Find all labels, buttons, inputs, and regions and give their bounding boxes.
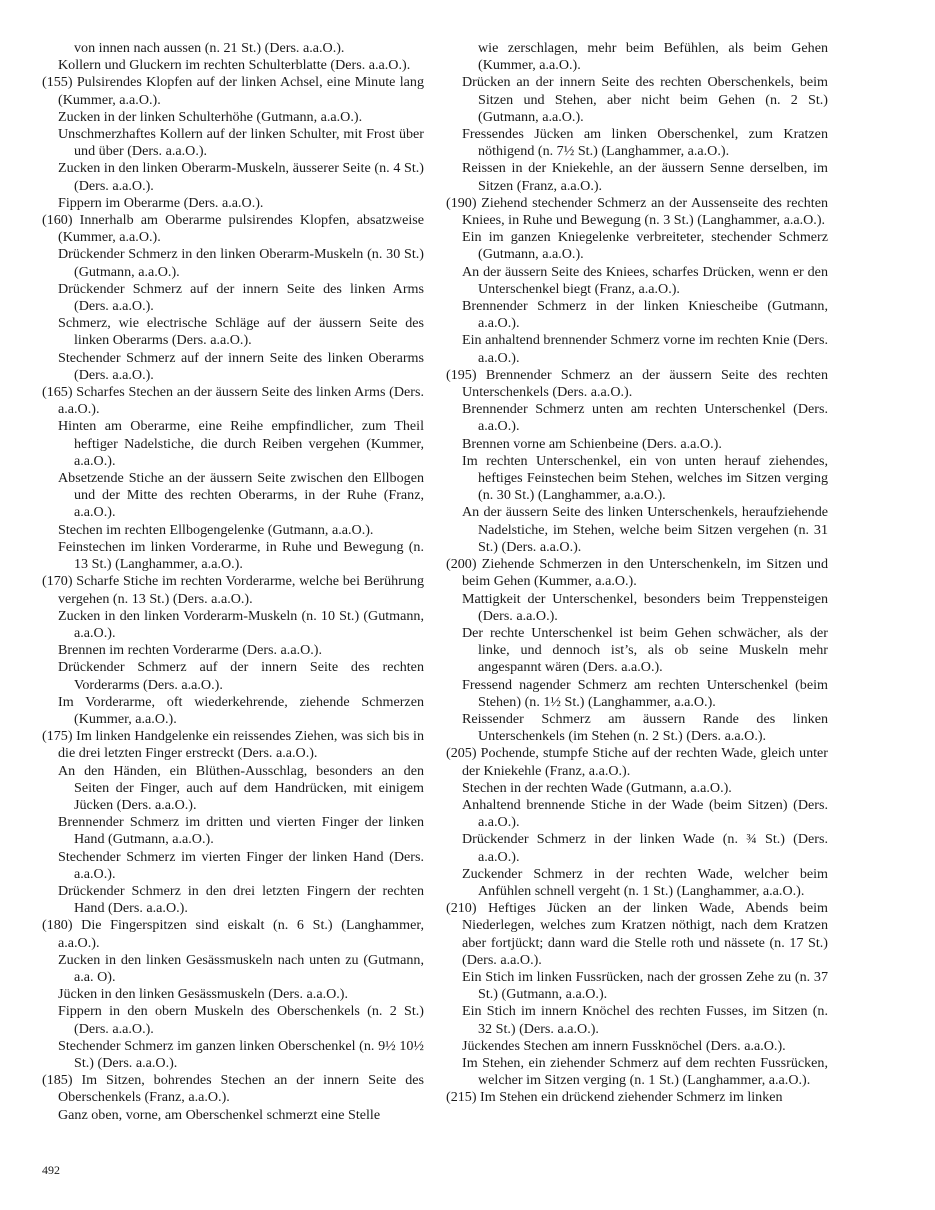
symptom-entry: Fippern in den obern Muskeln des Oberschenkels (n. 2 St.) (Ders. a.a.O.). [58, 1003, 424, 1037]
numbered-symptom-entry: (200) Ziehende Schmerzen in den Unterschenkeln, im Sitzen und beim Gehen (Kummer, a.a.O.). [446, 556, 828, 590]
symptom-entry: Feinstechen im linken Vorderarme, in Ruhe und Bewegung (n. 13 St.) (Langhammer, a.a.O.). [58, 538, 424, 573]
symptom-entry: Brennender Schmerz in der linken Kniescheibe (Gutmann, a.a.O.). [462, 298, 828, 332]
numbered-symptom-entry: (195) Brennender Schmerz an der äussern Seite des rechten Unterschenkels (Ders. a.a.O.). [446, 366, 828, 401]
symptom-entry: Zucken in den linken Vorderarm-Muskeln (n. 10 St.) (Gutmann, a.a.O.). [58, 607, 424, 641]
symptom-entry: Jücken in den linken Gesässmuskeln (Ders. a.a.O.). [58, 986, 349, 1003]
symptom-entry: Stechender Schmerz im vierten Finger der linken Hand (Ders. a.a.O.). [58, 848, 424, 882]
symptom-entry: Zucken in den linken Oberarm-Muskeln, äusserer Seite (n. 4 St.) (Ders. a.a.O.). [58, 160, 424, 194]
left-column [42, 40, 424, 1124]
symptom-entry: von innen nach aussen (n. 21 St.) (Ders. a.a.O.). [74, 40, 345, 56]
symptom-entry: Brennender Schmerz im dritten und vierten Finger der linken Hand (Gutmann, a.a.O.). [58, 814, 424, 848]
numbered-symptom-entry: (155) Pulsirendes Klopfen auf der linken Achsel, eine Minute lang (Kummer, a.a.O.). [42, 74, 424, 108]
symptom-entry: Drückender Schmerz in den linken Oberarm-Muskeln (n. 30 St.) (Gutmann, a.a.O.). [58, 246, 424, 280]
symptom-entry: Drückender Schmerz auf der innern Seite des rechten Vorderarms (Ders. a.a.O.). [58, 659, 424, 693]
symptom-entry: Ein anhaltend brennender Schmerz vorne im rechten Knie (Ders. a.a.O.). [462, 332, 828, 366]
symptom-entry: Im rechten Unterschenkel, ein von unten herauf ziehendes, heftiges Feinstechen beim Stehen, welches im Sitzen verging (n. 30 St.) (Langhammer, a.a.O.). [462, 452, 828, 504]
symptom-entry: Schmerz, wie electrische Schläge auf der äussern Seite des linken Oberarms (Ders. a.a.O.). [58, 315, 424, 349]
symptom-entry: Brennender Schmerz unten am rechten Unterschenkel (Ders. a.a.O.). [462, 401, 828, 435]
symptom-entry: Ein Stich im linken Fussrücken, nach der grossen Zehe zu (n. 37 St.) (Gutmann, a.a.O.). [462, 968, 828, 1003]
symptom-entry: Brennen vorne am Schienbeine (Ders. a.a.O.). [462, 435, 722, 452]
numbered-symptom-entry: (190) Ziehend stechender Schmerz an der Aussenseite des rechten Kniees, in Ruhe und Bewegung (n. 3 St.) (Langhammer, a.a.O.). [446, 194, 828, 229]
symptom-entry: Ein Stich im innern Knöchel des rechten Fusses, im Sitzen (n. 32 St.) (Ders. a.a.O.). [462, 1003, 828, 1037]
symptom-entry: Stechen im rechten Ellbogengelenke (Gutmann, a.a.O.). [58, 521, 374, 538]
symptom-entry: Brennen im rechten Vorderarme (Ders. a.a.O.). [58, 642, 323, 659]
symptom-entry: Ganz oben, vorne, am Oberschenkel schmerzt eine Stelle [58, 1106, 381, 1123]
symptom-entry: Hinten am Oberarme, eine Reihe empfindlicher, zum Theil heftiger Nadelstiche, die durch Reiben vergehen (Kummer, a.a.O.). [58, 418, 424, 469]
symptom-entry: Reissen in der Kniekehle, an der äussern Senne derselben, im Sitzen (Franz, a.a.O.). [462, 160, 828, 194]
page-number: 492 [42, 1163, 60, 1177]
symptom-entry: Stechen in der rechten Wade (Gutmann, a.a.O.). [462, 779, 732, 796]
symptom-entry: An der äussern Seite des linken Unterschenkels, heraufziehende Nadelstiche, im Stehen, welche beim Sitzen vergehen (n. 31 St.) (Ders. a.a.O.). [462, 504, 828, 555]
symptom-entry: An den Händen, ein Blüthen-Ausschlag, besonders an den Seiten der Finger, auch auf dem Handrücken, mit einigem Jücken (Ders. a.a.O.). [58, 762, 424, 813]
numbered-symptom-entry: (185) Im Sitzen, bohrendes Stechen an der innern Seite des Oberschenkels (Franz, a.a.O.). [42, 1072, 424, 1106]
symptom-entry: Zucken in der linken Schulterhöhe (Gutmann, a.a.O.). [58, 108, 363, 125]
numbered-symptom-entry: (170) Scharfe Stiche im rechten Vorderarme, welche bei Berührung vergehen (n. 13 St.) (Ders. a.a.O.). [42, 573, 424, 607]
symptom-entry: wie zerschlagen, mehr beim Befühlen, als beim Gehen (Kummer, a.a.O.). [478, 40, 828, 74]
symptom-entry: Drückender Schmerz in den drei letzten Fingern der rechten Hand (Ders. a.a.O.). [58, 882, 424, 917]
symptom-entry: Jückendes Stechen am innern Fussknöchel (Ders. a.a.O.). [462, 1037, 786, 1054]
numbered-symptom-entry: (160) Innerhalb am Oberarme pulsirendes Klopfen, absatzweise (Kummer, a.a.O.). [42, 212, 424, 246]
symptom-entry: Absetzende Stiche an der äussern Seite zwischen den Ellbogen und der Mitte des rechten Oberarms, in der Ruhe (Franz, a.a.O.). [58, 470, 424, 521]
symptom-entry: Der rechte Unterschenkel ist beim Gehen schwächer, als der linke, und dennoch ist’s, als ob seine Muskeln mehr angespannt wären (Ders. a.a.O.). [462, 624, 828, 676]
symptom-entry: Stechender Schmerz auf der innern Seite des linken Oberarms (Ders. a.a.O.). [58, 349, 424, 383]
right-column [446, 40, 828, 1107]
symptom-entry: Mattigkeit der Unterschenkel, besonders beim Treppensteigen (Ders. a.a.O.). [462, 590, 828, 624]
symptom-entry: Anhaltend brennende Stiche in der Wade (beim Sitzen) (Ders. a.a.O.). [462, 796, 828, 831]
symptom-entry: Kollern und Gluckern im rechten Schulterblatte (Ders. a.a.O.). [58, 57, 411, 74]
symptom-entry: Drückender Schmerz in der linken Wade (n. ¾ St.) (Ders. a.a.O.). [462, 831, 828, 865]
numbered-symptom-entry: (210) Heftiges Jücken an der linken Wade, Abends beim Niederlegen, welches zum Kratzen nöthigt, nach dem Kratzen aber fortjückt; dann ward die Stelle roth und nässete (n. 17 St.) (Ders. a.a.O.). [446, 900, 828, 968]
symptom-entry: Stechender Schmerz im ganzen linken Oberschenkel (n. 9½ 10½ St.) (Ders. a.a.O.). [58, 1037, 424, 1071]
numbered-symptom-entry: (205) Pochende, stumpfe Stiche auf der rechten Wade, gleich unter der Kniekehle (Franz, a.a.O.). [446, 745, 828, 779]
symptom-entry: An der äussern Seite des Kniees, scharfes Drücken, wenn er den Unterschenkel biegt (Franz, a.a.O.). [462, 263, 828, 297]
symptom-entry: Unschmerzhaftes Kollern auf der linken Schulter, mit Frost über und über (Ders. a.a.O.). [58, 126, 424, 160]
symptom-entry: Fressendes Jücken am linken Oberschenkel, zum Kratzen nöthigend (n. 7½ St.) (Langhammer, a.a.O.). [462, 126, 828, 160]
numbered-symptom-entry: (180) Die Fingerspitzen sind eiskalt (n. 6 St.) (Langhammer, a.a.O.). [42, 917, 424, 951]
numbered-symptom-entry: (215) Im Stehen ein drückend ziehender Schmerz im linken [446, 1089, 783, 1106]
symptom-entry: Im Stehen, ein ziehender Schmerz auf dem rechten Fussrücken, welcher im Sitzen verging (n. 1 St.) (Langhammer, a.a.O.). [462, 1054, 828, 1089]
symptom-entry: Ein im ganzen Kniegelenke verbreiteter, stechender Schmerz (Gutmann, a.a.O.). [462, 229, 828, 263]
symptom-entry: Fippern im Oberarme (Ders. a.a.O.). [58, 194, 264, 211]
numbered-symptom-entry: (175) Im linken Handgelenke ein reissendes Ziehen, was sich bis in die drei letzten Finger erstreckt (Ders. a.a.O.). [42, 728, 424, 762]
symptom-entry: Im Vorderarme, oft wiederkehrende, ziehende Schmerzen (Kummer, a.a.O.). [58, 693, 424, 727]
symptom-entry: Fressend nagender Schmerz am rechten Unterschenkel (beim Stehen) (n. 1½ St.) (Langhammer, a.a.O.). [462, 676, 828, 710]
symptom-entry: Reissender Schmerz am äussern Rande des linken Unterschenkels (im Stehen (n. 2 St.) (Ders. a.a.O.). [462, 710, 828, 745]
symptom-entry: Drücken an der innern Seite des rechten Oberschenkels, beim Sitzen und Stehen, aber nicht beim Gehen (n. 2 St.) (Gutmann, a.a.O.). [462, 74, 828, 125]
symptom-entry: Drückender Schmerz auf der innern Seite des linken Arms (Ders. a.a.O.). [58, 280, 424, 315]
symptom-entry: Zucken in den linken Gesässmuskeln nach unten zu (Gutmann, a.a. O). [58, 951, 424, 985]
symptom-entry: Zuckender Schmerz in der rechten Wade, welcher beim Anfühlen schnell vergeht (n. 1 St.) (Langhammer, a.a.O.). [462, 865, 828, 899]
numbered-symptom-entry: (165) Scharfes Stechen an der äussern Seite des linken Arms (Ders. a.a.O.). [42, 384, 424, 418]
